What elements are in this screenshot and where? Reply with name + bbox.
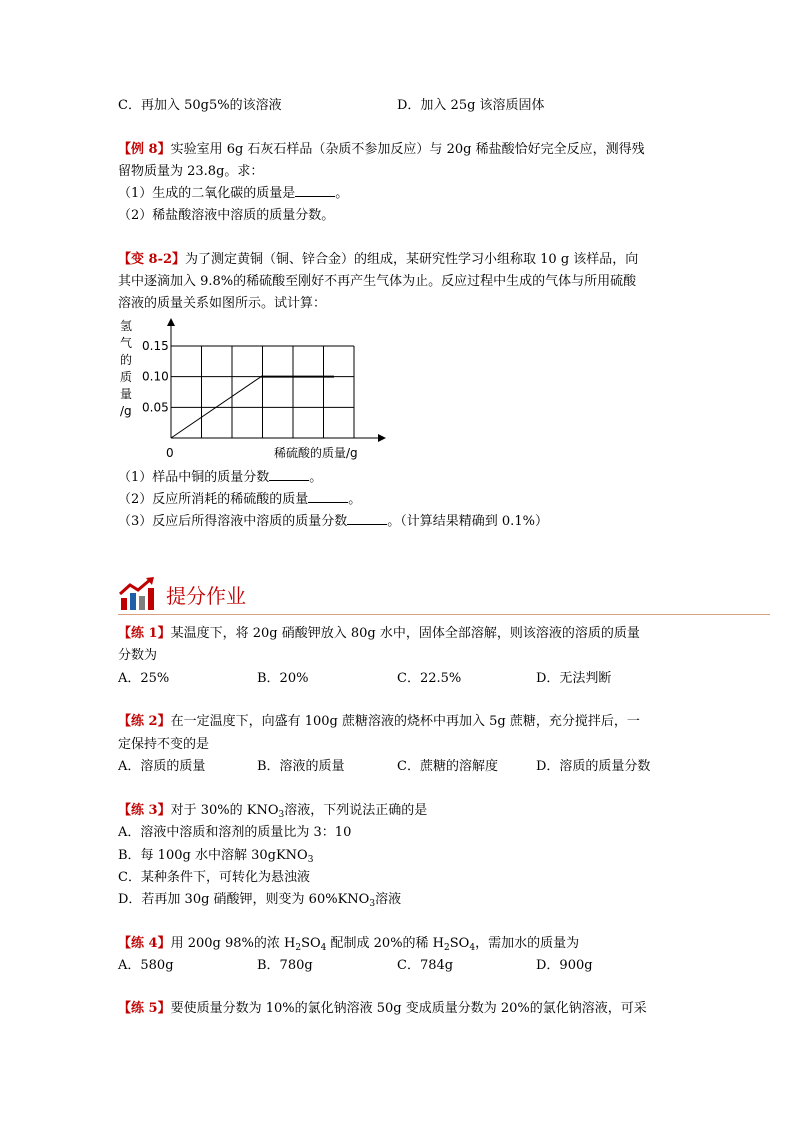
y-tick-label: 0.05 [142, 400, 169, 415]
variation-8-2-question-2: （2）反应所消耗的稀硫酸的质量 。 [118, 492, 362, 507]
answer-blank [347, 512, 387, 525]
section-title: 提分作业 [166, 584, 246, 608]
practice-1-option-b: B．20% [257, 671, 309, 686]
practice-1-option-d: D．无法判断 [536, 671, 612, 686]
x-axis-arrow [378, 434, 386, 442]
chart-grid [171, 346, 354, 438]
practice-3-stem: 【练 3】对于 30%的 $KNO_3$溶液，下列说法正确的是 [118, 803, 428, 820]
option-c: C．再加入 50g5%的该溶液 [118, 98, 282, 113]
y-axis-label-char: 氢 [120, 319, 133, 333]
variation-8-2-line-1: 【变 8-2】为了测定黄铜（铜、锌合金）的组成，某研究性学习小组称取 10 g 该样品，向 [118, 252, 639, 267]
practice-1-option-c: C．22.5% [397, 671, 462, 686]
y-axis-arrow [167, 318, 175, 326]
rising-bar-chart-icon [118, 576, 158, 612]
practice-3-option-a: A．溶液中溶质和溶剂的质量比为 3：10 [118, 825, 352, 840]
y-axis-label-char: 的 [120, 353, 133, 367]
practice-3-option-d: D．若再加 30g 硝酸钾，则变为 $60\%KNO_3$溶液 [118, 892, 402, 909]
variation-8-2-line-3: 溶液的质量关系如图所示。试计算： [118, 296, 327, 311]
practice-1-line-1: 【练 1】某温度下，将 20g 硝酸钾放入 80g 水中，固体全部溶解，则该溶液的溶质的质量 [118, 626, 640, 641]
y-axis-label [120, 319, 132, 418]
practice-2-tag: 【练 2】 [118, 714, 171, 729]
y-axis-label-char: 量 [120, 387, 133, 401]
example-8-question-2: （2）稀盐酸溶液中溶质的质量分数。 [118, 208, 335, 223]
practice-2-option-a: A．溶质的质量 [118, 759, 206, 774]
practice-4-option-a: A．580g [118, 958, 174, 973]
practice-2-option-d: D．溶质的质量分数 [536, 759, 651, 774]
y-axis-label-char: 质 [120, 370, 133, 384]
y-tick-label: 0.10 [142, 369, 169, 384]
practice-3-tag: 【练 3】 [118, 803, 171, 818]
practice-5-tag: 【练 5】 [118, 1001, 171, 1016]
x-axis-label: 稀硫酸的质量/g [274, 446, 358, 460]
practice-2-option-c: C．蔗糖的溶解度 [397, 759, 498, 774]
practice-5-line-1: 【练 5】要使质量分数为 10%的氯化钠溶液 50g 变成质量分数为 20%的氯化钠溶液，可采 [118, 1001, 647, 1016]
example-8-question-1: （1）生成的二氧化碳的质量是 。 [118, 186, 349, 201]
example-8-line-2: 留物质量为 23.8g。求： [118, 164, 264, 179]
example-8-tag: 【例 8】 [118, 142, 171, 157]
hydrogen-mass-chart [114, 316, 394, 462]
y-axis-label-char: /g [120, 404, 132, 418]
practice-4-tag: 【练 4】 [118, 936, 171, 951]
answer-blank [295, 184, 335, 197]
practice-4-stem: 【练 4】用 200g 98%的浓 $H_2SO_4$ 配制成 20%的稀 $H_2SO_4$，需加水的质量为 [118, 936, 580, 953]
variation-8-2-line-2: 其中逐滴加入 9.8%的稀硫酸至刚好不再产生气体为止。反应过程中生成的气体与所用硫酸 [118, 274, 637, 289]
practice-4-option-d: D．900g [536, 958, 593, 973]
practice-2-option-b: B．溶液的质量 [257, 759, 345, 774]
practice-1-option-a: A．25% [118, 671, 170, 686]
practice-1-line-2: 分数为 [118, 648, 158, 663]
practice-4-option-c: C．784g [397, 958, 454, 973]
variation-8-2-tag: 【变 8-2】 [118, 252, 186, 267]
origin-label: 0 [166, 446, 174, 460]
practice-2-line-2: 定保持不变的是 [118, 737, 210, 752]
answer-blank [269, 468, 309, 481]
y-tick-labels [142, 339, 169, 414]
practice-4-option-b: B．780g [257, 958, 313, 973]
variation-8-2-question-1: （1）样品中铜的质量分数 。 [118, 470, 323, 485]
answer-blank [308, 490, 348, 503]
practice-3-option-c: C．某种条件下，可转化为悬浊液 [118, 870, 310, 885]
y-axis-label-char: 气 [120, 336, 133, 350]
option-d: D．加入 25g 该溶质固体 [397, 98, 545, 113]
variation-8-2-question-3: （3）反应后所得溶液中溶质的质量分数 。（计算结果精确到 0.1%） [118, 514, 548, 529]
practice-2-line-1: 【练 2】在一定温度下，向盛有 100g 蔗糖溶液的烧杯中再加入 5g 蔗糖，充分搅拌后，一 [118, 714, 640, 729]
section-divider [118, 614, 770, 615]
practice-3-option-b: B．每 100g 水中溶解 30gKNO$_3$ [118, 848, 314, 865]
practice-1-tag: 【练 1】 [118, 626, 171, 641]
y-tick-label: 0.15 [142, 338, 169, 353]
example-8-line-1: 【例 8】实验室用 6g 石灰石样品（杂质不参加反应）与 20g 稀盐酸恰好完全反应，测得残 [118, 142, 645, 157]
